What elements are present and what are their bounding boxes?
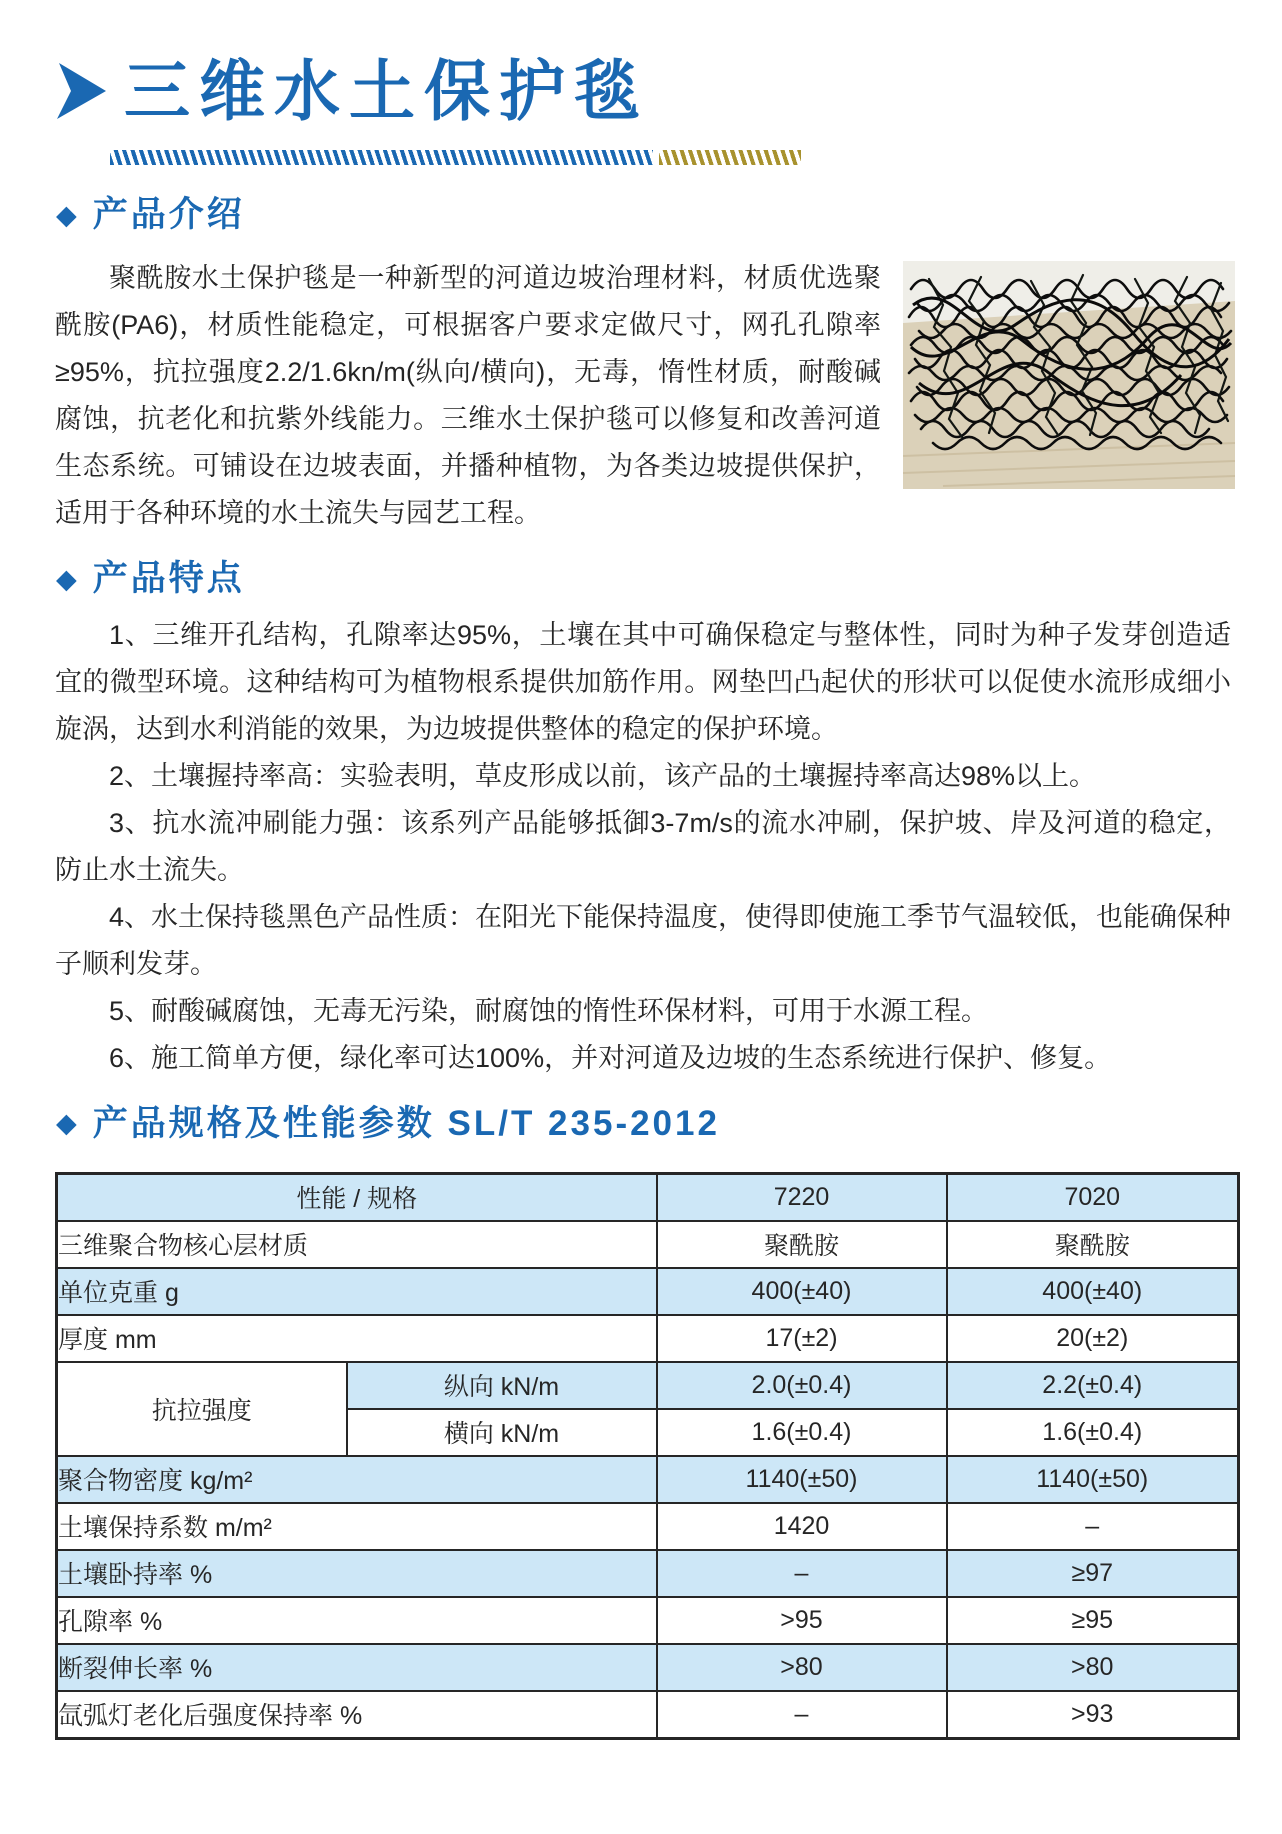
decorative-stripe-bar xyxy=(110,150,1282,165)
spec-value-cell: ≥95 xyxy=(947,1597,1239,1644)
section-heading-features xyxy=(56,559,1282,599)
product-photo xyxy=(903,261,1235,489)
spec-value-cell: – xyxy=(947,1503,1239,1550)
feature-item: 4、水土保持毯黑色产品性质：在阳光下能保持温度，使得即使施工季节气温较低，也能确保种子顺利发芽。 xyxy=(55,901,1232,979)
table-row xyxy=(57,1268,1239,1315)
spec-value-cell: 400(±40) xyxy=(947,1268,1239,1315)
spec-value-cell: 2.2(±0.4) xyxy=(947,1362,1239,1409)
brochure-page xyxy=(0,48,1282,1834)
diamond-bullet-icon: ◆ xyxy=(56,199,77,230)
header-model-7020: 7020 xyxy=(947,1173,1239,1221)
spec-value-cell: 1420 xyxy=(657,1503,947,1550)
intro-section xyxy=(55,255,1235,537)
table-row xyxy=(57,1691,1239,1739)
mesh-photo-graphic xyxy=(903,261,1235,489)
stripe-gold-segment xyxy=(659,150,801,165)
spec-label-cell: 三维聚合物核心层材质 xyxy=(57,1221,657,1268)
header-model-7220: 7220 xyxy=(657,1173,947,1221)
spec-label-cell: 断裂伸长率 % xyxy=(57,1644,657,1691)
arrow-right-icon xyxy=(56,62,106,120)
spec-value-cell: 17(±2) xyxy=(657,1315,947,1362)
feature-item: 1、三维开孔结构，孔隙率达95%，土壤在其中可确保稳定与整体性，同时为种子发芽创造适宜的微型环境。这种结构可为植物根系提供加筋作用。网垫凹凸起伏的形状可以促使水流形成细小旋涡，达到水利消能的效果，为边坡提供整体的稳定的保护环境。 xyxy=(55,619,1231,744)
spec-label-cell: 厚度 mm xyxy=(57,1315,657,1362)
diamond-bullet-icon: ◆ xyxy=(56,563,77,594)
spec-value-cell: >93 xyxy=(947,1691,1239,1739)
spec-value-cell: 1140(±50) xyxy=(657,1456,947,1503)
spec-sublabel-cell: 横向 kN/m xyxy=(347,1409,657,1456)
spec-value-cell: 1.6(±0.4) xyxy=(947,1409,1239,1456)
spec-value-cell: 聚酰胺 xyxy=(657,1221,947,1268)
features-heading-text: 产品特点 xyxy=(92,559,245,599)
diamond-bullet-icon: ◆ xyxy=(56,1108,77,1139)
spec-value-cell: >80 xyxy=(947,1644,1239,1691)
table-row xyxy=(57,1315,1239,1362)
spec-value-cell: >80 xyxy=(657,1644,947,1691)
spec-value-cell: >95 xyxy=(657,1597,947,1644)
feature-item: 3、抗水流冲刷能力强：该系列产品能够抵御3-7m/s的流水冲刷，保护坡、岸及河道的稳定，防止水土流失。 xyxy=(55,807,1231,885)
feature-item: 6、施工简单方便，绿化率可达100%，并对河道及边坡的生态系统进行保护、修复。 xyxy=(109,1042,1112,1073)
table-row xyxy=(57,1550,1239,1597)
feature-item: 2、土壤握持率高：实验表明，草皮形成以前，该产品的土壤握持率高达98%以上。 xyxy=(109,760,1097,791)
header-performance-spec: 性能 / 规格 xyxy=(57,1173,657,1221)
spec-value-cell: 2.0(±0.4) xyxy=(657,1362,947,1409)
spec-value-cell: 聚酰胺 xyxy=(947,1221,1239,1268)
spec-group-cell-tensile-strength: 抗拉强度 xyxy=(57,1362,347,1456)
specs-heading-text: 产品规格及性能参数 SL/T 235-2012 xyxy=(92,1103,720,1143)
intro-paragraph: 聚酰胺水土保护毯是一种新型的河道边坡治理材料，材质优选聚酰胺(PA6)，材质性能稳定，可根据客户要求定做尺寸，网孔孔隙率≥95%，抗拉强度2.2/1.6kn/m(纵向/横向)，无毒，惰性材质，耐酸碱腐蚀，抗老化和抗紫外线能力。三维水土保护毯可以修复和改善河道生态系统。可铺设在边坡表面，并播种植物，为各类边坡提供保护，适用于各种环境的水土流失与园艺工程。 xyxy=(55,263,881,529)
intro-heading-text: 产品介绍 xyxy=(92,195,245,234)
page-title: 三维水土保护毯 xyxy=(124,52,649,130)
spec-value-cell: – xyxy=(657,1550,947,1597)
specs-table xyxy=(55,1172,1240,1740)
table-row xyxy=(57,1597,1239,1644)
spec-value-cell: 1140(±50) xyxy=(947,1456,1239,1503)
stripe-blue-segment xyxy=(110,150,653,165)
spec-label-cell: 土壤保持系数 m/m² xyxy=(57,1503,657,1550)
section-heading-specs xyxy=(56,1104,1282,1144)
title-row xyxy=(56,48,1282,134)
spec-label-cell: 孔隙率 % xyxy=(57,1597,657,1644)
spec-label-cell: 土壤卧持率 % xyxy=(57,1550,657,1597)
spec-sublabel-cell: 纵向 kN/m xyxy=(347,1362,657,1409)
spec-value-cell: – xyxy=(657,1691,947,1739)
feature-item: 5、耐酸碱腐蚀，无毒无污染，耐腐蚀的惰性环保材料，可用于水源工程。 xyxy=(109,995,989,1026)
table-header-row xyxy=(57,1173,1239,1221)
spec-value-cell: 20(±2) xyxy=(947,1315,1239,1362)
spec-value-cell: 1.6(±0.4) xyxy=(657,1409,947,1456)
table-row xyxy=(57,1503,1239,1550)
table-row xyxy=(57,1362,1239,1409)
table-row xyxy=(57,1456,1239,1503)
spec-value-cell: 400(±40) xyxy=(657,1268,947,1315)
spec-value-cell: ≥97 xyxy=(947,1550,1239,1597)
spec-label-cell: 氙弧灯老化后强度保持率 % xyxy=(57,1691,657,1739)
spec-label-cell: 聚合物密度 kg/m² xyxy=(57,1456,657,1503)
spec-label-cell: 单位克重 g xyxy=(57,1268,657,1315)
table-row xyxy=(57,1644,1239,1691)
table-row xyxy=(57,1221,1239,1268)
features-list xyxy=(55,612,1231,1082)
section-heading-intro xyxy=(56,195,1282,235)
